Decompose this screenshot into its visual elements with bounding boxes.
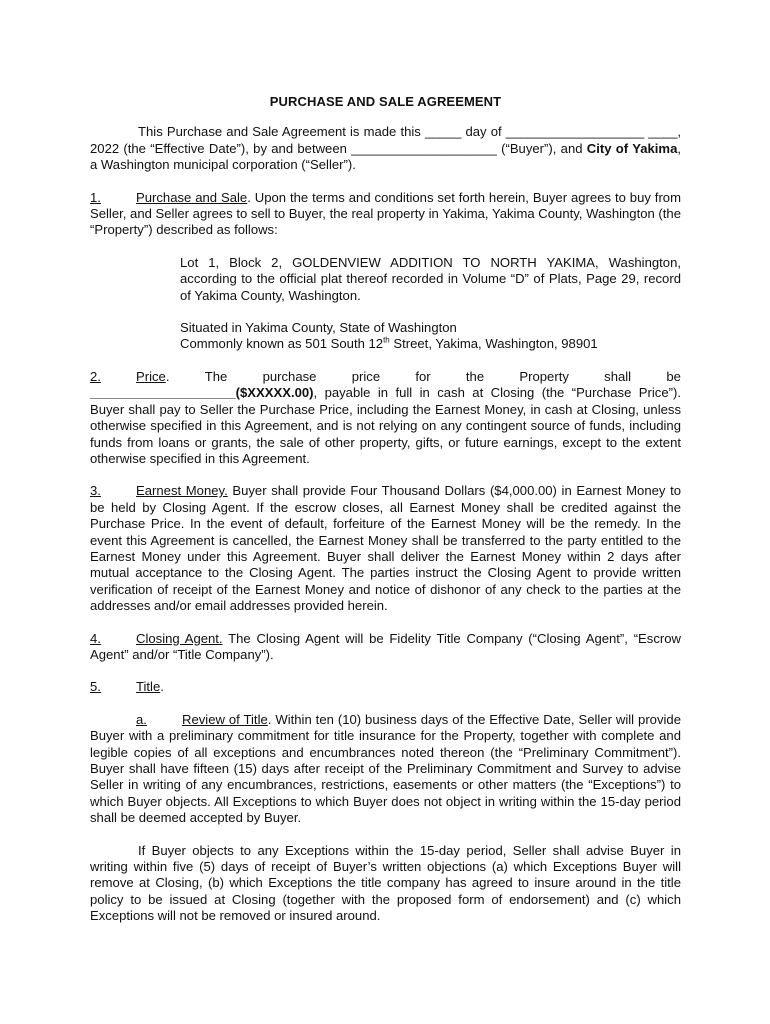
section-1-number: 1. — [90, 189, 101, 205]
section-3-paragraph — [90, 483, 681, 614]
section-5a-label: a. — [136, 711, 147, 727]
section-3-heading: Earnest Money. — [136, 483, 228, 499]
legal-description: Lot 1, Block 2, GOLDENVIEW ADDITION TO NORTH YAKIMA, Washington, according to the official plat thereof recorded in Volume “D” of Plats, Page 29, record of Yakima County, Washington. — [180, 254, 681, 303]
section-5-paragraph-2: If Buyer objects to any Exceptions within the 15-day period, Seller shall advise Buyer in writing within five (5) days of receipt of Buyer’s written objections (a) which Exceptions Buyer will remove at Closing, (b) which Exceptions the title company has agreed to insure around in the title policy to be issued at Closing (together with the proposed form of endorsement) and (c) which Exceptions will not be removed or insured around. — [90, 842, 681, 924]
section-2-number: 2. — [90, 368, 101, 384]
section-4-paragraph — [90, 631, 681, 664]
purchase-price-amount: ____________________($XXXXX.00) — [90, 385, 314, 401]
section-4-heading: Closing Agent. — [136, 630, 223, 646]
section-2-text: , payable in full in cash at Closing (the “Purchase Price”). Buyer shall pay to Seller the Purchase Price, including the Earnest Money, in cash at Closing, unless otherwise specified in this Agreement, and is not relying on any contingent source of funds, including funds from loans or grants, the sale of other property, gifts, or future earnings, except to the extent otherwise specified in this Agreement. — [90, 385, 681, 466]
document-title: PURCHASE AND SALE AGREEMENT — [269, 94, 502, 109]
section-2-first-line: 2. Price. The purchase price for the Property shall be — [90, 368, 681, 384]
section-5-heading: Title — [136, 679, 161, 695]
section-5a-text: . Within ten (10) business days of the Effective Date, Seller will provide Buyer with a preliminary commitment for title insurance for the Property, together with complete and legible copies of all exceptions and encumbrances noted thereon (the “Preliminary Commitment”). Buyer shall have fifteen (15) days after receipt of the Preliminary Commitment and Survey to advise Seller in writing of any encumbrances, restrictions, easements or other matters (the “Exceptions”) to which Buyer objects. All Exceptions to which Buyer does not object in writing within the 15-day period shall be deemed accepted by Buyer. — [90, 711, 681, 826]
commonly-known-line: Commonly known as 501 South 12th Street, Yakima, Washington, 98901 — [180, 336, 598, 352]
intro-text-1: This Purchase and Sale Agreement is made this _____ day of ___________________ ____, 2022 (the “Effective Date”), by and between ____________________ (“Buyer”), and — [90, 124, 681, 156]
section-2-paragraph — [90, 385, 681, 467]
section-1-heading: Purchase and Sale — [136, 189, 248, 205]
section-5-number: 5. — [90, 679, 101, 695]
section-3-text: Buyer shall provide Four Thousand Dollars ($4,000.00) in Earnest Money to be held by Closing Agent. If the escrow closes, all Earnest Money shall be credited against the Purchase Price. In the event of default, forfeiture of the Earnest Money will be the remedy. In the event this Agreement is cancelled, the Earnest Money shall be transferred to the party entitled to the Earnest Money under this Agreement. Buyer shall deliver the Earnest Money within 2 days after mutual acceptance to the Closing Agent. The parties instruct the Closing Agent to provide written verification of receipt of the Earnest Money and notice of dishonor of any check to the parties at the addresses and/or email addresses provided herein. — [90, 483, 681, 614]
section-5-heading-line: 5. Title. — [90, 679, 164, 695]
section-2-heading: Price — [136, 368, 166, 384]
situated-line: Situated in Yakima County, State of Washington — [180, 320, 457, 336]
section-5a-paragraph — [90, 712, 681, 827]
section-3-number: 3. — [90, 483, 101, 499]
section-1-text: . Upon the terms and conditions set forth herein, Buyer agrees to buy from Seller, and Seller agrees to sell to Buyer, the real property in Yakima, Yakima County, Washington (the “Property”) described as follows: — [90, 189, 681, 238]
intro-text-2: , a Washington municipal corporation (“Seller”). — [90, 140, 681, 173]
section-4-text: The Closing Agent will be Fidelity Title Company (“Closing Agent”, “Escrow Agent” and/or “Title Company”). — [90, 630, 681, 662]
section-4-number: 4. — [90, 630, 101, 646]
section-1-paragraph — [90, 190, 681, 239]
intro-paragraph — [90, 124, 681, 173]
intro-city: City of Yakima — [586, 140, 678, 156]
section-5a-heading: Review of Title — [182, 711, 268, 727]
